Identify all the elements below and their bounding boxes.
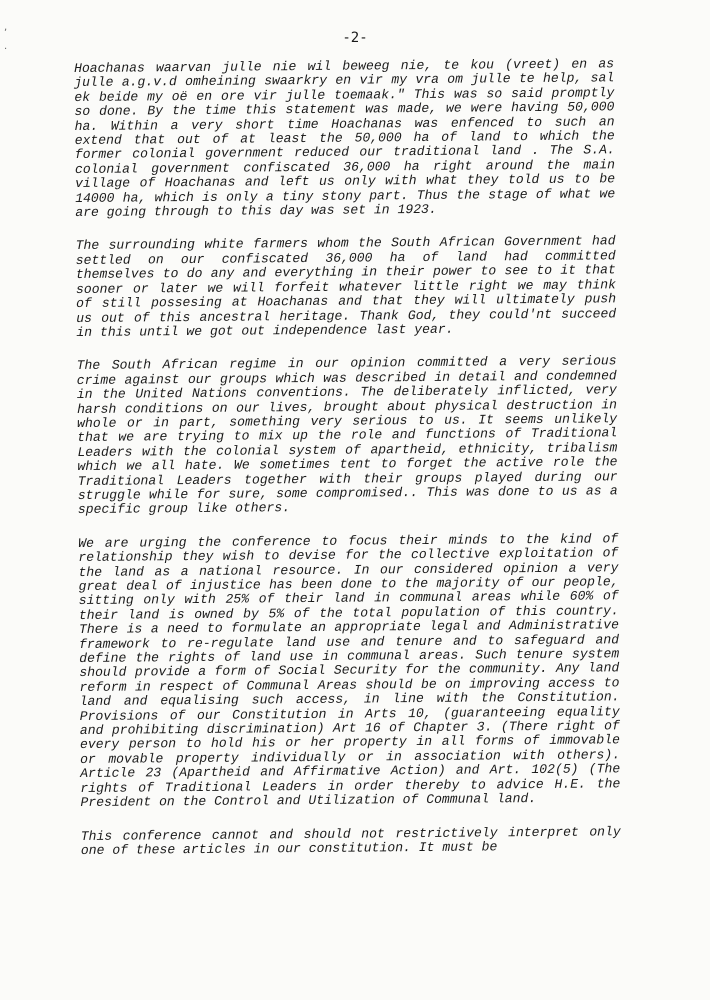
scan-mark: · xyxy=(4,44,8,55)
document-body xyxy=(74,57,621,877)
paragraph-4: We are urging the conference to focus their minds to the kind of relationship they wish to devise for the collective exploitation of the land as a national resource. In our considered opinion a very great deal of injustice has been done to the majority of our people, sitting only with 25% of their land in communal areas while 60% of their land is owned by 5% of the total population of this country. There is a need to formulate an appropriate legal and Administrative framework to re-regulate land use and tenure and to safeguard and define the rights of land use in communal areas. Such tenure system should provide a form of Social Security for the community. Any land reform in respect of Communal Areas should be on improving access to land and equalising such access, in line with the Constitution. Provisions of our Constitution in Arts 10, (guaranteeing equality and prohibiting discrimination) Art 16 of Chapter 3. (There right of every person to hold his or her property in all forms of immovable or movable property individually or in association with others). Article 23 (Apartheid and Affirmative Action) and Art. 102(5) (The rights of Traditional Leaders in order thereby to advice H.E. the President on the Control and Utilization of Communal land. xyxy=(78,531,621,811)
scan-mark: , xyxy=(4,22,8,33)
page-number: -2- xyxy=(342,30,368,46)
paragraph-5: This conference cannot and should not restrictively interpret only one of these articles in our constitution. It must be xyxy=(80,823,621,858)
paragraph-1: Hoachanas waarvan julle nie wil beweeg nie, te kou (vreet) en as julle a.g.v.d omheining swaarkry en vir my vra om julle te help, sal ek beide my oë en ore vir julle toemaak." This was so said promptly so done. By the time this statement was made, we were having 50,000 ha. Within a very short time Hoachanas was enfenced to such an extend that out of at least the 50,000 ha of land to which the former colonial government reduced our traditional land . The S.A. colonial government confiscated 36,000 ha right around the main village of Hoachanas and left us only with what they told us to be 14000 ha, which is only a tiny stony part. Thus the stage of what we are going through to this day was set in 1923. xyxy=(73,56,616,221)
paragraph-3: The South African regime in our opinion committed a very serious crime against our groups which was described in detail and condemned in the United Nations conventions. The deliberately inflicted, very harsh conditions on our lives, brought about physical destruction in whole or in part, something very serious to us. It seems unlikely that we are trying to mix up the role and functions of Traditional Leaders with the colonial system of apartheid, ethnicity, tribalism which we all hate. We sometimes tent to forget the active role the Traditional Leaders together with their groups played during our struggle while for sure, some compromised.. This was done to us as a specific group like others. xyxy=(76,353,618,518)
paragraph-2: The surrounding white farmers whom the South African Government had settled on our confiscated 36,000 ha of land had committed themselves to do any and everything in their power to see to it that sooner or later we will forfeit whatever little right we may think of still possesing at Hoachanas and that they will ultimately push us out of this ancestral heritage. Thank God, they could'nt succeed in this until we got out independence last year. xyxy=(75,233,617,340)
